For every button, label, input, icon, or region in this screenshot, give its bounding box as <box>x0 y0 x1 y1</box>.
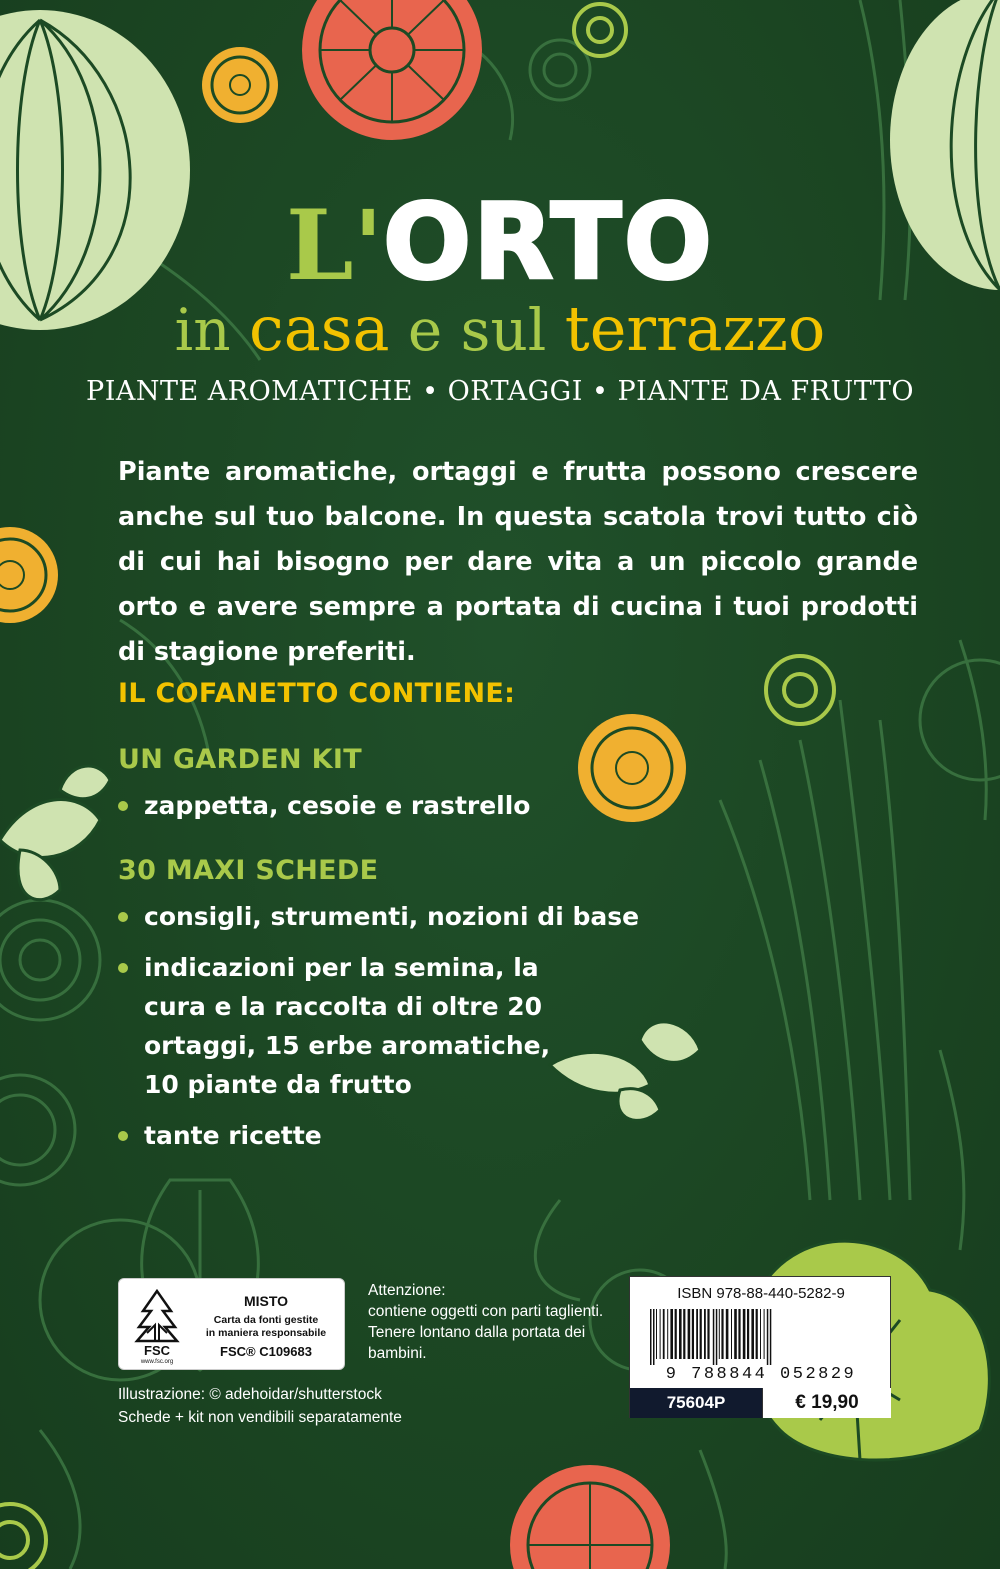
contents-heading: IL COFANETTO CONTIENE: <box>118 678 516 709</box>
barcode-bar <box>670 1309 673 1359</box>
barcode-bar <box>696 1309 698 1359</box>
garden-kit-list <box>118 786 678 837</box>
list-item-text: indicazioni per la semina, la cura e la raccolta di oltre 20 ortaggi, 15 erbe aromatiche, 10 piante da frutto <box>144 953 551 1099</box>
list-item <box>118 897 678 936</box>
barcode-bar <box>726 1309 729 1359</box>
warning-title: Attenzione: <box>368 1282 446 1299</box>
tomato-slice-illustration <box>302 0 482 140</box>
maxi-schede-list <box>118 897 678 1167</box>
barcode-bar <box>683 1309 685 1359</box>
title-line-main <box>0 181 1000 303</box>
barcode-bar <box>719 1309 720 1359</box>
barcode-bar <box>731 1309 732 1359</box>
title-line-sub <box>0 292 1000 365</box>
barcode-bar <box>707 1309 709 1359</box>
fsc-description <box>191 1314 341 1340</box>
fsc-label-title: MISTO <box>243 1293 289 1309</box>
bullet-dot <box>118 801 128 811</box>
barcode-bar <box>734 1309 737 1359</box>
fsc-code: FSC® C109683 <box>220 1344 312 1359</box>
lemon-slice-illustration-left <box>0 527 58 623</box>
section-title-maxi-schede: 30 MAXI SCHEDE <box>118 855 379 886</box>
safety-warning <box>368 1280 608 1364</box>
barcode-bar <box>738 1309 740 1359</box>
bullet-dot <box>118 912 128 922</box>
title-part: in <box>174 296 250 364</box>
title-part: e sul <box>389 296 565 364</box>
barcode-icon <box>648 1309 874 1365</box>
barcode-bar <box>704 1309 706 1359</box>
basil-leaf-illustration <box>0 766 110 900</box>
barcode-bar <box>688 1309 691 1359</box>
credits <box>118 1383 598 1429</box>
illustration-credit: Illustrazione: © adehoidar/shutterstock <box>118 1386 382 1403</box>
barcode-bar <box>764 1309 765 1359</box>
barcode-bar <box>675 1309 677 1359</box>
list-item-text: tante ricette <box>144 1121 322 1150</box>
intro-paragraph: Piante aromatiche, ortaggi e frutta possono crescere anche sul tuo balcone. In questa scatola trovi tutto ciò di cui hai bisogno per dare vita a un piccolo grande orto e avere sempre a portata di cucina i tuoi prodotti di stagione preferiti. <box>118 457 918 667</box>
barcode-bar <box>692 1309 694 1359</box>
fsc-desc-line: Carta da fonti gestite <box>213 1314 319 1326</box>
fsc-site-text: www.fsc.org <box>140 1359 174 1365</box>
title-prefix: L' <box>285 189 383 302</box>
sale-notice: Schede + kit non vendibili separatamente <box>118 1409 402 1426</box>
fsc-desc-line: in maniera responsabile <box>205 1327 327 1339</box>
barcode-bar <box>660 1309 661 1359</box>
isbn-text: ISBN 978-88-440-5282-9 <box>677 1285 845 1302</box>
list-item-text: consigli, strumenti, nozioni di base <box>144 902 640 931</box>
title-part: terrazzo <box>564 292 826 365</box>
barcode-label <box>629 1276 891 1418</box>
title-part: casa <box>249 292 390 365</box>
barcode-bar <box>700 1309 702 1359</box>
book-title <box>0 181 1000 365</box>
ean-digits: 9 788844 052829 <box>665 1365 857 1384</box>
barcode-bar <box>751 1309 754 1359</box>
subtitle: PIANTE AROMATICHE • ORTAGGI • PIANTE DA FRUTTO <box>86 376 914 407</box>
barcode-bar <box>770 1309 772 1365</box>
barcode-bar <box>760 1309 761 1359</box>
barcode-bar <box>656 1309 657 1359</box>
list-item-text: zappetta, cesoie e rastrello <box>144 791 531 820</box>
barcode-bar <box>721 1309 723 1359</box>
list-item <box>118 948 578 1104</box>
barcode-bar <box>653 1309 655 1365</box>
barcode-bar <box>743 1309 746 1359</box>
lemon-slice-illustration <box>202 47 278 123</box>
fsc-logo-text: FSC <box>144 1343 170 1358</box>
title-main-word: ORTO <box>382 181 715 303</box>
bullet-dot <box>118 1131 128 1141</box>
barcode-bar <box>756 1309 758 1359</box>
bullet-dot <box>118 963 128 973</box>
fsc-tree-icon <box>125 1285 189 1365</box>
barcode-bar <box>663 1309 665 1359</box>
price: € 19,90 <box>762 1388 891 1418</box>
fsc-certification-label <box>118 1278 345 1370</box>
barcode-bar <box>650 1309 652 1365</box>
tomato-slice-illustration-bottom <box>510 1465 670 1569</box>
barcode-bar <box>713 1309 715 1365</box>
barcode-bar <box>767 1309 769 1365</box>
barcode-bar <box>679 1309 682 1359</box>
barcode-bar <box>667 1309 668 1359</box>
warning-body: contiene oggetti con parti taglienti. Tenere lontano dalla portata dei bambini. <box>368 1303 604 1362</box>
barcode-bar <box>716 1309 718 1365</box>
product-code: 75604P <box>630 1388 762 1418</box>
section-title-garden-kit: UN GARDEN KIT <box>118 744 362 775</box>
barcode-bar <box>747 1309 749 1359</box>
list-item <box>118 1116 678 1155</box>
list-item <box>118 786 678 825</box>
